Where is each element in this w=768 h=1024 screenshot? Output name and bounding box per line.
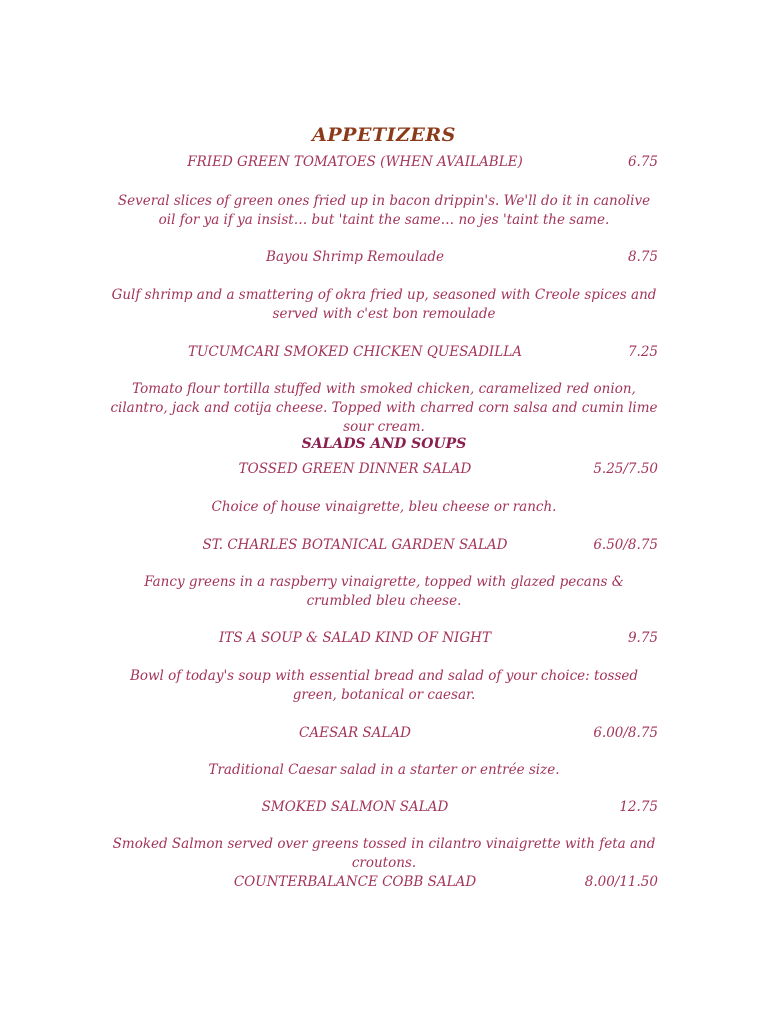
item-description: Traditional Caesar salad in a starter or entrée size. (208, 762, 560, 778)
item-description: Tomato flour tortilla stuffed with smoked chicken, caramelized red onion, cilantro, jack and cotija cheese. Topped with charred corn salsa and cumin lime sour cream. (110, 381, 658, 435)
item-description: Several slices of green ones fried up in bacon drippin's. We'll do it in canolive oil for ya if ya insist… but 'taint the same… no jes 'taint the same. (117, 193, 651, 228)
item-price: 9.75 (627, 630, 658, 646)
menu-item (110, 796, 658, 818)
item-name: COUNTERBALANCE COBB SALAD (233, 874, 477, 890)
item-price: 6.00/8.75 (593, 725, 658, 741)
item-description: Bowl of today's soup with essential bread and salad of your choice: tossed green, botanical or caesar. (129, 668, 639, 703)
item-price: 6.50/8.75 (593, 537, 658, 553)
item-price: 8.00/11.50 (584, 874, 658, 890)
item-description: Choice of house vinaigrette, bleu cheese or ranch. (211, 499, 557, 515)
item-name: SMOKED SALMON SALAD (261, 799, 449, 815)
item-price: 5.25/7.50 (593, 461, 658, 477)
menu-item (110, 627, 658, 649)
item-name: CAESAR SALAD (299, 725, 411, 741)
salads-heading: SALADS AND SOUPS (301, 436, 467, 452)
menu-item (110, 341, 658, 363)
item-name: ITS A SOUP & SALAD KIND OF NIGHT (219, 630, 491, 646)
item-price: 7.25 (627, 344, 658, 360)
item-description: Smoked Salmon served over greens tossed in cilantro vinaigrette with feta and croutons. (112, 836, 656, 871)
item-price: 12.75 (619, 799, 658, 815)
menu-item (110, 871, 658, 893)
appetizers-heading: APPETIZERS (312, 124, 456, 146)
item-description: Gulf shrimp and a smattering of okra fried up, seasoned with Creole spices and served with c'est bon remoulade (111, 287, 657, 322)
item-name: TUCUMCARI SMOKED CHICKEN QUESADILLA (188, 344, 522, 360)
menu-item (110, 246, 658, 268)
item-name: TOSSED GREEN DINNER SALAD (238, 461, 472, 477)
item-description: Fancy greens in a raspberry vinaigrette, topped with glazed pecans & crumbled bleu cheese. (144, 574, 624, 609)
item-name: FRIED GREEN TOMATOES (WHEN AVAILABLE) (187, 154, 523, 170)
item-price: 8.75 (627, 249, 658, 265)
menu-item (110, 722, 658, 744)
item-name: Bayou Shrimp Remoulade (266, 249, 444, 265)
item-price: 6.75 (627, 154, 658, 170)
menu-item (110, 151, 658, 173)
item-name: ST. CHARLES BOTANICAL GARDEN SALAD (202, 537, 508, 553)
menu-item (110, 458, 658, 480)
menu-item (110, 534, 658, 556)
